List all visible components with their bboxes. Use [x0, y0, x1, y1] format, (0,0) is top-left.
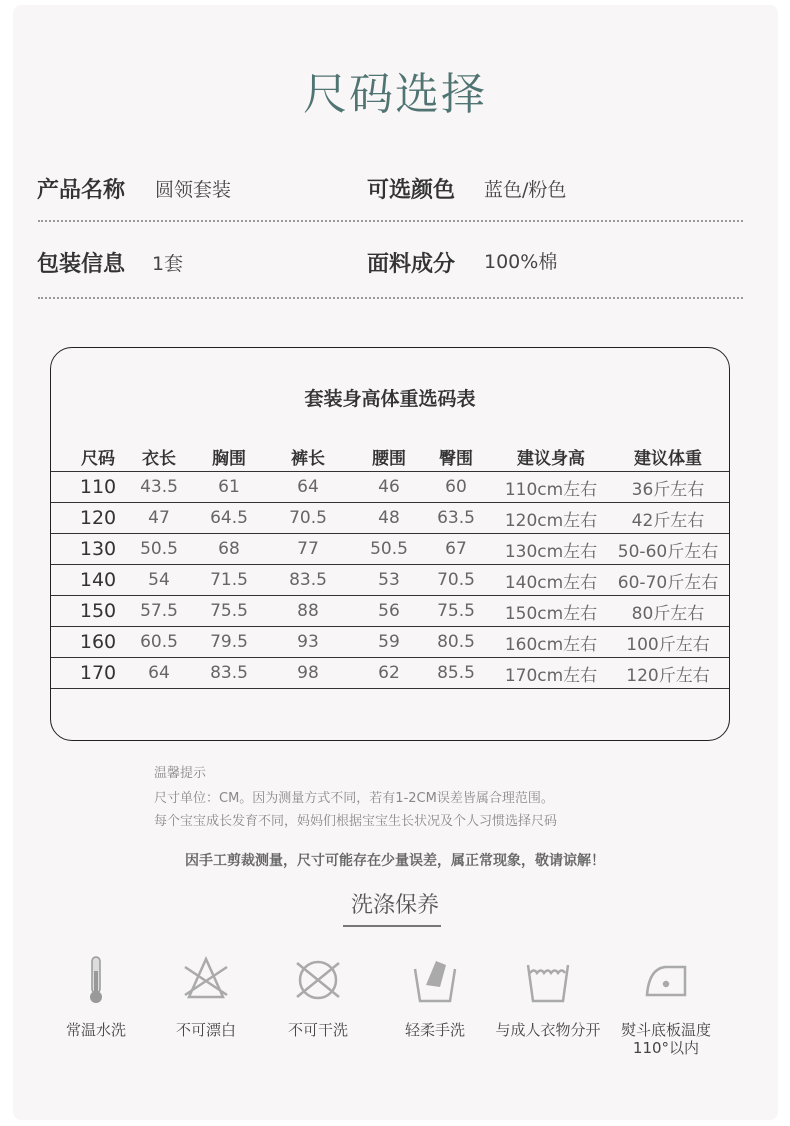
table-cell: 170cm左右 — [504, 665, 598, 686]
care-label: 常温水洗 — [65, 1021, 126, 1039]
care-title: 洗涤保养 — [350, 893, 439, 918]
table-cell: 80.5 — [437, 632, 475, 652]
table-cell: 88 — [297, 601, 319, 621]
table-cell: 43.5 — [140, 477, 178, 497]
size-table-title: 套装身高体重选码表 — [304, 388, 476, 410]
divider — [38, 220, 743, 222]
table-cell: 160 — [79, 631, 117, 653]
table-cell: 50.5 — [140, 539, 178, 559]
table-cell: 64.5 — [210, 508, 248, 528]
color-label: 可选颜色 — [367, 178, 456, 203]
table-row — [51, 534, 729, 565]
note-line: 尺寸单位：CM。因为测量方式不同，若有1-2CM误差皆属合理范围。 — [154, 791, 554, 806]
care-label-line2: 110°以内 — [632, 1039, 700, 1057]
fabric-label: 面料成分 — [367, 252, 456, 277]
table-cell: 70.5 — [437, 570, 475, 590]
care-title-underline — [343, 925, 441, 927]
table-cell: 100斤左右 — [626, 634, 710, 655]
table-cell: 79.5 — [210, 632, 248, 652]
table-row — [51, 627, 729, 658]
table-cell: 75.5 — [210, 601, 248, 621]
table-cell: 160cm左右 — [504, 634, 598, 655]
table-cell: 150cm左右 — [504, 603, 598, 624]
no-bleach-icon — [181, 955, 231, 1005]
table-cell: 150 — [79, 600, 117, 622]
care-label: 与成人衣物分开 — [495, 1021, 601, 1039]
table-row — [51, 658, 729, 689]
table-cell: 140 — [79, 569, 117, 591]
table-cell: 85.5 — [437, 663, 475, 683]
thermometer-icon — [71, 955, 121, 1005]
table-cell: 130cm左右 — [504, 541, 598, 562]
column-header: 臀围 — [439, 448, 473, 469]
table-cell: 77 — [297, 539, 319, 559]
table-cell: 47 — [148, 508, 170, 528]
table-cell: 67 — [445, 539, 467, 559]
care-item — [483, 955, 613, 1039]
table-cell: 120 — [79, 507, 117, 529]
table-cell: 170 — [79, 662, 117, 684]
column-header: 腰围 — [372, 448, 406, 469]
table-row — [51, 565, 729, 596]
table-cell: 140cm左右 — [504, 572, 598, 593]
table-row — [51, 596, 729, 627]
wash-basin-icon — [523, 955, 573, 1005]
product-name-label: 产品名称 — [37, 178, 126, 203]
table-cell: 48 — [378, 508, 400, 528]
column-header: 胸围 — [212, 448, 246, 469]
care-label: 不可干洗 — [287, 1021, 348, 1039]
iron-icon — [641, 955, 691, 1005]
table-cell: 80斤左右 — [631, 603, 705, 624]
table-cell: 62 — [378, 663, 400, 683]
table-cell: 57.5 — [140, 601, 178, 621]
table-cell: 120cm左右 — [504, 510, 598, 531]
table-cell: 54 — [148, 570, 170, 590]
care-item — [141, 955, 271, 1039]
table-cell: 70.5 — [289, 508, 327, 528]
table-cell: 50.5 — [370, 539, 408, 559]
product-name-value: 圆领套装 — [155, 179, 232, 201]
column-header: 衣长 — [142, 448, 176, 469]
table-cell: 64 — [148, 663, 170, 683]
table-cell: 120斤左右 — [626, 665, 710, 686]
hand-wash-icon — [410, 955, 460, 1005]
color-value: 蓝色/粉色 — [484, 179, 567, 201]
column-header: 建议体重 — [634, 448, 702, 469]
table-cell: 98 — [297, 663, 319, 683]
table-cell: 59 — [378, 632, 400, 652]
care-item — [601, 955, 731, 1057]
table-cell: 110cm左右 — [504, 479, 598, 500]
table-row — [51, 472, 729, 503]
table-cell: 53 — [378, 570, 400, 590]
column-header: 尺码 — [81, 448, 115, 469]
size-table — [50, 347, 730, 741]
warning-text: 因手工剪裁测量，尺寸可能存在少量误差，属正常现象，敬请谅解！ — [185, 853, 605, 869]
care-item — [253, 955, 383, 1039]
table-cell: 61 — [218, 477, 240, 497]
divider — [38, 297, 743, 299]
table-cell: 75.5 — [437, 601, 475, 621]
table-cell: 60 — [445, 477, 467, 497]
table-header-row — [51, 441, 729, 472]
column-header: 裤长 — [291, 448, 325, 469]
table-cell: 42斤左右 — [631, 510, 705, 531]
column-header: 建议身高 — [517, 448, 585, 469]
table-cell: 64 — [297, 477, 319, 497]
page-title: 尺码选择 — [303, 69, 487, 120]
table-cell: 50-60斤左右 — [617, 541, 719, 562]
table-cell: 60.5 — [140, 632, 178, 652]
care-label: 轻柔手洗 — [404, 1021, 465, 1039]
care-item — [370, 955, 500, 1039]
table-cell: 110 — [79, 476, 117, 498]
note-line: 每个宝宝成长发育不同，妈妈们根据宝宝生长状况及个人习惯选择尺码 — [154, 814, 558, 829]
table-cell: 63.5 — [437, 508, 475, 528]
no-dry-clean-icon — [293, 955, 343, 1005]
notes-heading: 温馨提示 — [154, 766, 207, 781]
table-cell: 46 — [378, 477, 400, 497]
table-cell: 71.5 — [210, 570, 248, 590]
package-label: 包装信息 — [37, 252, 126, 277]
table-cell: 83.5 — [210, 663, 248, 683]
care-label: 熨斗底板温度 — [620, 1021, 711, 1039]
table-cell: 93 — [297, 632, 319, 652]
table-row — [51, 503, 729, 534]
table-cell: 60-70斤左右 — [617, 572, 719, 593]
package-value: 1套 — [152, 253, 184, 275]
table-cell: 130 — [79, 538, 117, 560]
table-cell: 68 — [218, 539, 240, 559]
table-cell: 56 — [378, 601, 400, 621]
care-label: 不可漂白 — [175, 1021, 236, 1039]
fabric-value: 100%棉 — [484, 251, 558, 273]
table-cell: 83.5 — [289, 570, 327, 590]
table-cell: 36斤左右 — [631, 479, 705, 500]
